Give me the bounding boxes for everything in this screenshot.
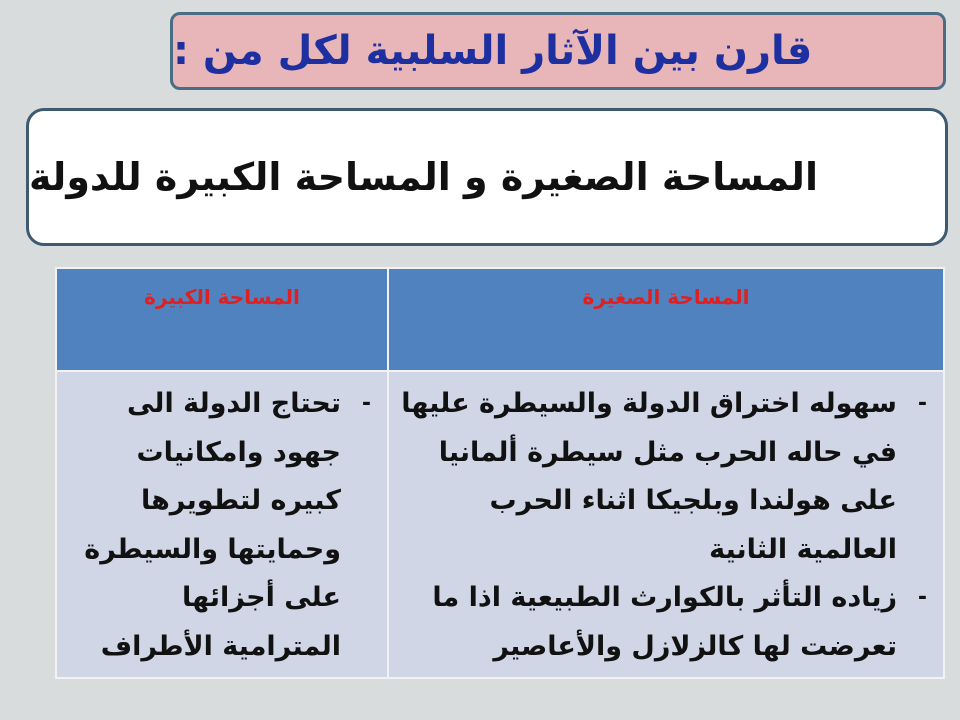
list-item-text: تحتاج الدولة الى جهود وامكانيات كبيره لتطويرها وحمايتها والسيطرة على أجزائها المترامية الأطراف xyxy=(84,388,341,662)
bullet-dash: - xyxy=(917,391,927,416)
small-area-cell xyxy=(388,371,944,678)
table-row xyxy=(56,371,944,678)
subtitle-banner xyxy=(26,108,948,246)
column-header-small-area: المساحة الصغيرة xyxy=(388,268,944,371)
page-subtitle: المساحة الصغيرة و المساحة الكبيرة للدولة xyxy=(29,155,818,199)
list-item xyxy=(401,574,927,671)
page-title: قارن بين الآثار السلبية لكل من : xyxy=(173,28,813,74)
list-item xyxy=(69,380,371,671)
bullet-dash: - xyxy=(361,391,371,416)
list-item-text: سهوله اختراق الدولة والسيطرة عليها في حاله الحرب مثل سيطرة ألمانيا على هولندا وبلجيكا اثناء الحرب العالمية الثانية xyxy=(401,388,897,565)
title-banner xyxy=(170,12,946,90)
large-area-cell xyxy=(56,371,388,678)
column-header-large-area: المساحة الكبيرة xyxy=(56,268,388,371)
list-item xyxy=(401,380,927,574)
list-item-text: زياده التأثر بالكوارث الطبيعية اذا ما تعرضت لها كالزلازل والأعاصير xyxy=(432,582,897,662)
comparison-table xyxy=(55,267,945,679)
table-header-row xyxy=(56,268,944,371)
bullet-dash: - xyxy=(917,585,927,610)
